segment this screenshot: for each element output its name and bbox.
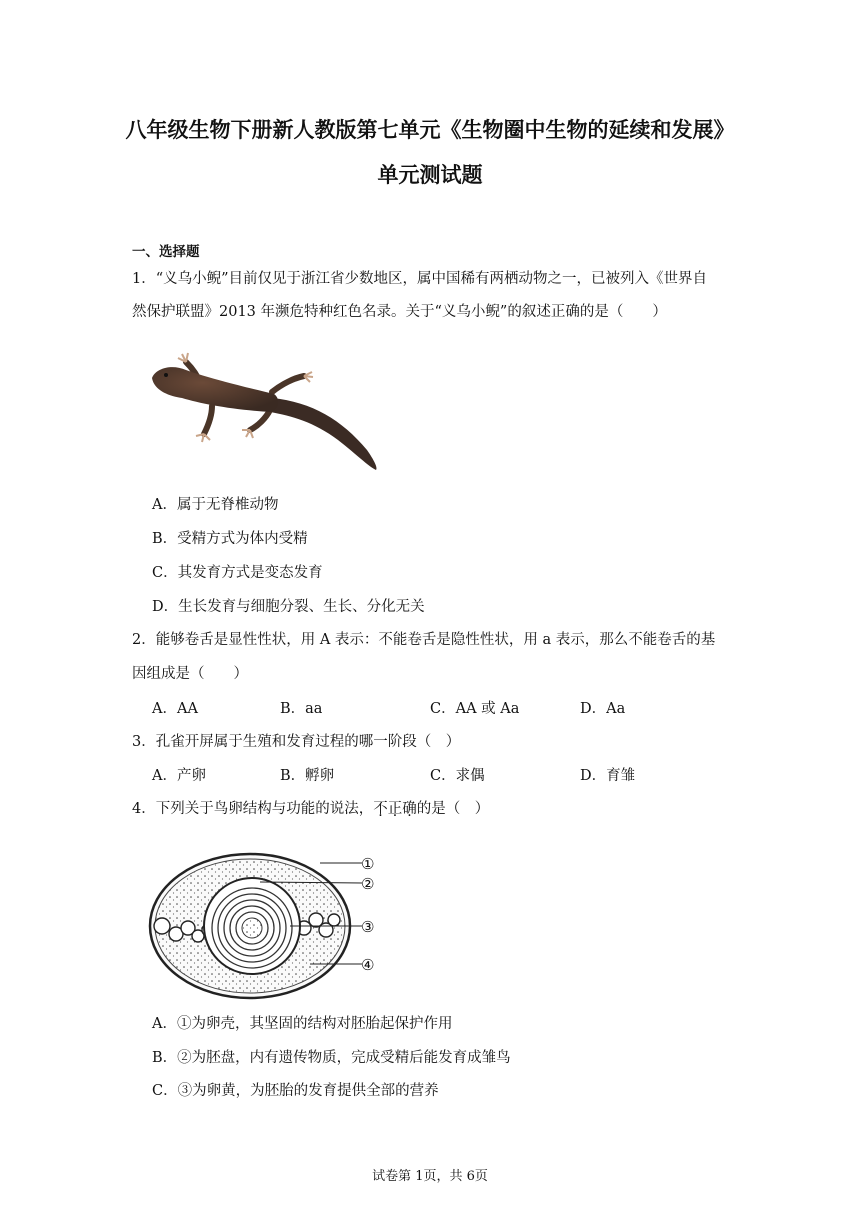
q1-stem-line2: 然保护联盟》2013 年濒危特种红色名录。关于“义乌小鲵”的叙述正确的是（ ） — [132, 304, 667, 320]
q3-option-c: C．求偶 — [430, 768, 485, 784]
q2-option-d: D．Aa — [580, 701, 626, 717]
q4-option-a: A．①为卵壳，其坚固的结构对胚胎起保护作用 — [152, 1016, 453, 1032]
q2-stem-line2: 因组成是（ ） — [132, 666, 248, 682]
egg-label-2: ② — [361, 875, 375, 893]
q1-option-c: C．其发育方式是变态发育 — [152, 565, 323, 581]
q4-option-c: C．③为卵黄，为胚胎的发育提供全部的营养 — [152, 1083, 439, 1099]
q4-option-b: B．②为胚盘，内有遗传物质，完成受精后能发育成雏鸟 — [152, 1050, 511, 1066]
page-footer: 试卷第 1页，共 6页 — [372, 1169, 488, 1184]
emphasis-char: 不 — [373, 801, 388, 817]
page-title: 八年级生物下册新人教版第七单元《生物圈中生物的延续和发展》 — [125, 118, 735, 142]
q3-option-a: A．产卵 — [152, 768, 206, 784]
q4-stem: 4．下列关于鸟卵结构与功能的说法，不正确的是（ ） — [132, 801, 490, 817]
q3-option-b: B．孵卵 — [280, 768, 335, 784]
egg-label-4: ④ — [361, 956, 375, 974]
bird-egg-diagram — [140, 846, 390, 1006]
q1-option-b: B．受精方式为体内受精 — [152, 531, 308, 547]
q3-stem: 3．孔雀开屏属于生殖和发育过程的哪一阶段（ ） — [132, 734, 461, 750]
section-heading: 一、选择题 — [132, 244, 200, 260]
q2-option-b: B．aa — [280, 701, 323, 717]
egg-label-1: ① — [361, 855, 375, 873]
q2-option-c: C．AA 或 Aa — [430, 701, 520, 717]
q1-option-d: D．生长发育与细胞分裂、生长、分化无关 — [152, 599, 425, 615]
q1-option-a: A．属于无脊椎动物 — [152, 497, 279, 513]
emphasis-char: 确 — [402, 801, 417, 817]
egg-label-3: ③ — [361, 918, 375, 936]
emphasis-char: 正 — [387, 801, 403, 817]
page-subtitle: 单元测试题 — [377, 163, 483, 187]
q3-option-d: D．育雏 — [580, 768, 636, 784]
salamander-image — [142, 350, 382, 475]
q2-option-a: A．AA — [152, 701, 198, 717]
q2-stem-line1: 2．能够卷舌是显性性状，用 A 表示：不能卷舌是隐性性状，用 a 表示，那么不能卷舌的基 — [132, 632, 716, 648]
q1-stem-line1: 1．“义乌小鲵”目前仅见于浙江省少数地区，属中国稀有两栖动物之一，已被列入《世界自 — [132, 271, 708, 287]
